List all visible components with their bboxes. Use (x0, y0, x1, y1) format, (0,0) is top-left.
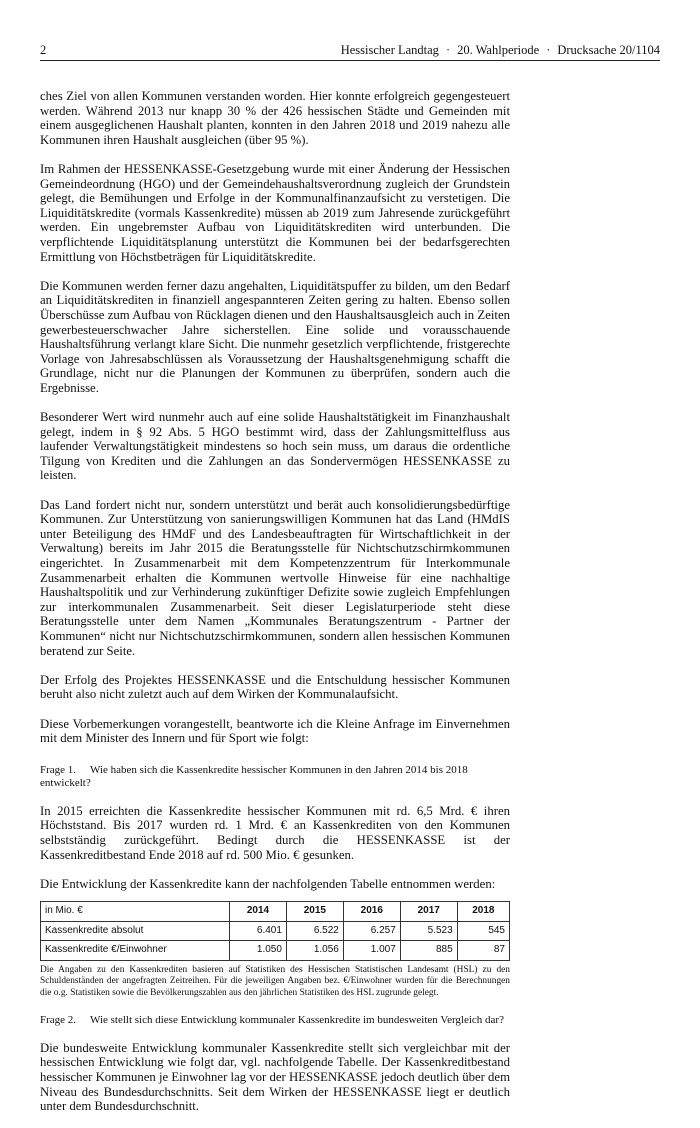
table-header-row (41, 902, 510, 922)
table-cell: 6.522 (286, 921, 343, 941)
page-number: 2 (40, 43, 47, 57)
table-cell: 5.523 (400, 921, 457, 941)
table-cell: 87 (457, 941, 509, 961)
header-document: Drucksache 20/1104 (557, 43, 660, 57)
paragraph: ches Ziel von allen Kommunen verstanden worden. Hier konnte erfolgreich gegengesteuert werden. Während 2013 nur knapp 30 % der 426 hessischen Städte und Gemeinden mit einem ausgeglichenen Haushalt planten, konnten in den Jahren 2018 und 2019 nahezu alle Kommunen ihren Haushalt ausgleichen (über 95 %). (40, 89, 510, 147)
row-label: Kassenkredite €/Einwohner (41, 941, 230, 961)
answer-2: Die bundesweite Entwicklung kommunaler Kassenkredite stellt sich vergleichbar mit der hessischen Entwicklung wie folgt dar, vgl. nachfolgende Tabelle. Der Kassenkreditbestand hessischer Kommunen je Einwohner lag vor der HESSENKASSE jedoch deutlich über dem Niveau des Bundesdurchschnitts. Seit dem Wirken der HESSENKASSE liegt er deutlich unter dem Bundesdurchschnitt. (40, 1040, 510, 1114)
table-year: 2017 (400, 902, 457, 922)
table-year: 2015 (286, 902, 343, 922)
paragraph: Die Kommunen werden ferner dazu angehalten, Liquiditätspuffer zu bilden, um den Bedarf an Liquiditätskrediten in finanziell angespannteren Zeiten gering zu halten. Ebenso sollen Überschüsse zum Aufbau von Rücklagen dienen und den Haushaltsausgleich auch in Zeiten gewerbesteuerschwacher Jahre sicherstellen. Eine solide und vorausschauende Haushaltsführung verlangt klare Sicht. Die nunmehr gesetzlich verpflichtende, fristgerechte Vorlage von Jahresabschlüssen als Voraussetzung der Haushaltsgenehmigung schafft die Grundlage, nicht nur die Planungen der Kommunen zu überprüfen, sondern auch die Ergebnisse. (40, 278, 510, 395)
table-cell: 6.401 (230, 921, 287, 941)
table-cell: 545 (457, 921, 509, 941)
paragraph: Der Erfolg des Projektes HESSENKASSE und die Entschuldung hessischer Kommunen beruht also nicht zuletzt auch auf dem Wirken der Kommunalaufsicht. (40, 672, 510, 702)
paragraph: Das Land fordert nicht nur, sondern unterstützt und berät auch konsolidierungsbedürftige Kommunen. Zur Unterstützung von sanierungswilligen Kommunen hat das Land (HMdIS unter Beteiligung des HMdF und des Landesbeauftragten für Wirtschaftlichkeit in der Verwaltung) bereits im Jahr 2015 die Beratungsstelle für Nichtschutzschirmkommunen eingerichtet. In Zusammenarbeit mit dem Kompetenzzentrum für Interkommunale Zusammenarbeit erhalten die Kommunen wertvolle Hinweise für eine nachhaltige Haushaltspolitik und zur Verhinderung zukünftiger Defizite sowie zugleich Empfehlungen zur interkommunalen Zusammenarbeit. Seit dieser Legislaturperiode steht diese Beratungsstelle unter dem Namen „Kommunales Beratungszentrum - Partner der Kommunen“ nicht nur Nichtschutzschirmkommunen, sondern allen hessischen Kommunen beratend zur Seite. (40, 497, 510, 658)
header-separator: · (546, 43, 551, 57)
body-text (40, 89, 510, 1128)
table-year: 2014 (230, 902, 287, 922)
table-cell: 6.257 (343, 921, 400, 941)
header-separator: · (445, 43, 451, 57)
table-row (41, 941, 510, 961)
paragraph: Diese Vorbemerkungen vorangestellt, beantworte ich die Kleine Anfrage im Einvernehmen mit dem Minister des Innern und für Sport wie folgt: (40, 716, 510, 746)
page-header (40, 40, 660, 61)
table-cell: 1.007 (343, 941, 400, 961)
paragraph: Im Rahmen der HESSENKASSE-Gesetzgebung wurde mit einer Änderung der Hessischen Gemeindeordnung (HGO) und der Gemeindehaushaltsverordnung zugleich der Grundstein gelegt, die Bemühungen und Erfolge in der Kommunalfinanzaufsicht zu verstetigen. Die Liquiditätskredite (vormals Kassenkredite) müssen ab 2019 zum Jahresende zurückgeführt werden. Ein ungebremster Aufbau von Liquiditätskrediten wird unterbunden. Die verpflichtende Liquiditätsplanung unterstützt die Kommunen bei der bedarfsgerechten Ermittlung von Höchstbeträgen für Liquiditätskredite. (40, 161, 510, 264)
question-2 (40, 1014, 510, 1027)
paragraph: Besonderer Wert wird nunmehr auch auf eine solide Haushaltstätigkeit im Finanzhaushalt gelegt, indem in § 92 Abs. 5 HGO bestimmt wird, dass der Zahlungsmittelfluss aus laufender Verwaltungstätigkeit mindestens so hoch sein muss, um daraus die ordentliche Tilgung von Krediten und die Zahlungen an das Sondervermögen HESSENKASSE zu leisten. (40, 410, 510, 483)
table-year: 2016 (343, 902, 400, 922)
question-text: Wie haben sich die Kassenkredite hessischer Kommunen in den Jahren 2014 bis 2018 entwickelt? (40, 763, 468, 789)
row-label: Kassenkredite absolut (41, 921, 230, 941)
table-year: 2018 (457, 902, 509, 922)
answer-1: In 2015 erreichten die Kassenkredite hessischer Kommunen mit rd. 6,5 Mrd. € ihren Höchststand. Bis 2017 wurden rd. 1 Mrd. € an Kassenkrediten von den Kommunen selbstständig zurückgeführt. Bedingt durch die HESSENKASSE ist der Kassenkreditbestand Ende 2018 auf rd. 500 Mio. € gesunken. (40, 803, 510, 862)
header-publisher: Hessischer Landtag (340, 43, 439, 57)
question-1 (40, 764, 510, 790)
header-meta (341, 43, 660, 58)
table-unit: in Mio. € (41, 902, 230, 922)
header-period: 20. Wahlperiode (457, 43, 540, 57)
table-footnote: Die Angaben zu den Kassenkrediten basieren auf Statistiken des Hessischen Statistischen Landesamt (HSL) zu den Schuldenständen der angefragten Zeitreihen. Für die jeweiligen Angaben bez. €/Einwohner wurden für die Berechnungen die o.g. Statistiken sowie die Bevölkerungszahlen aus den jährlichen Statistiken des HSL zugrunde gelegt. (40, 965, 510, 998)
table-intro: Die Entwicklung der Kassenkredite kann der nachfolgenden Tabelle entnommen werden: (40, 876, 496, 891)
kassenkredite-table (40, 901, 510, 961)
table-cell: 1.050 (230, 941, 287, 961)
table-cell: 885 (400, 941, 457, 961)
question-text: Wie stellt sich diese Entwicklung kommunaler Kassenkredite im bundesweiten Vergleich dar? (90, 1013, 504, 1026)
question-label: Frage 2. (40, 1013, 77, 1026)
table-row (41, 921, 510, 941)
table-cell: 1.056 (286, 941, 343, 961)
question-label: Frage 1. (40, 763, 77, 776)
